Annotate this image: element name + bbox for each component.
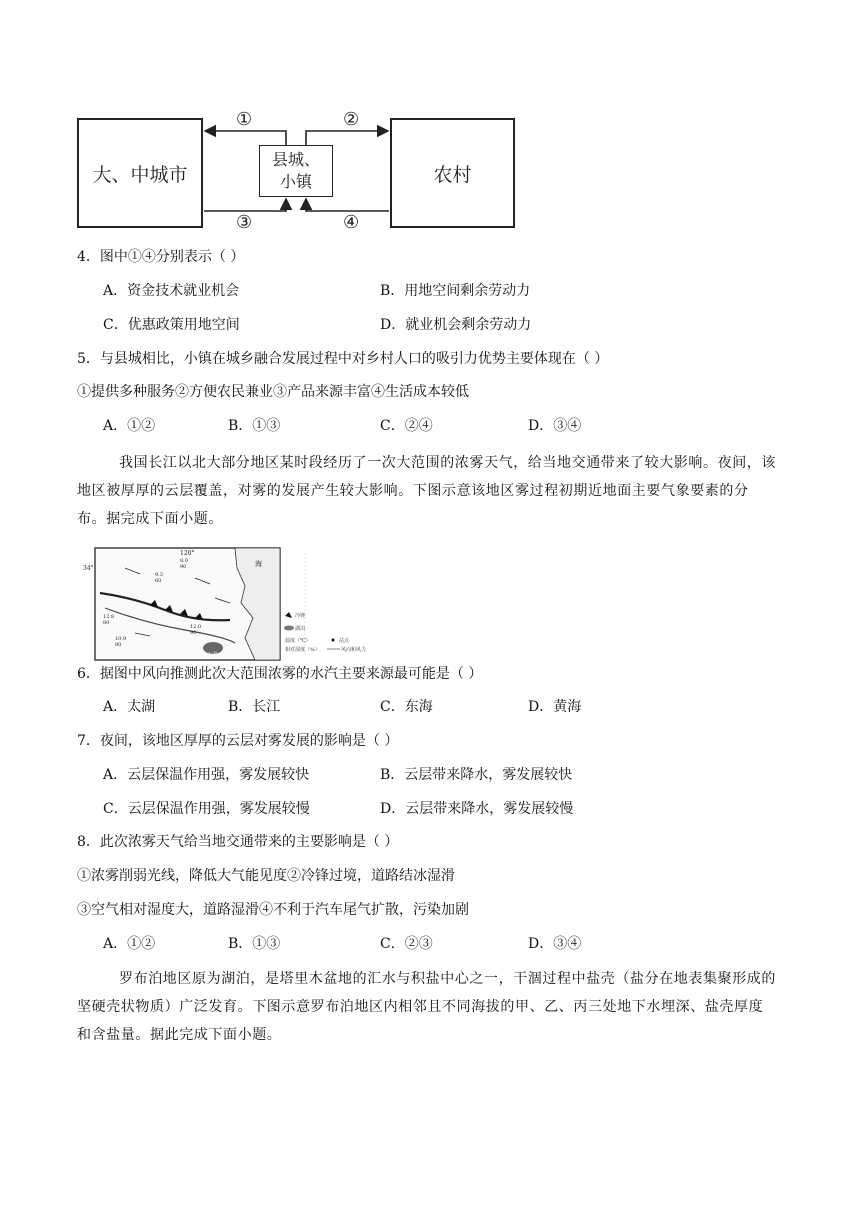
q4-option-a: A．资金技术就业机会 [103, 283, 240, 299]
passage-fog [77, 449, 777, 533]
map-station-temp-4: 12.0 [190, 624, 202, 630]
map-station-hum-2: 60 [155, 578, 162, 584]
q6-option-c: C．东海 [380, 699, 433, 715]
q5-option-d: D．③④ [528, 418, 582, 434]
map-station-hum-1: 90 [180, 564, 187, 570]
map-legend-lake: 湖泊 [295, 626, 306, 632]
q6-option-a: A．太湖 [103, 699, 156, 715]
q7-option-b: B．云层带来降水，雾发展较快 [380, 767, 573, 783]
q8-option-c: C．②③ [380, 936, 433, 952]
map-station-hum-4: 90 [190, 630, 197, 636]
q8-option-b: B．①③ [228, 936, 281, 952]
box-big-city-label: 大、中城市 [92, 163, 188, 186]
q4-option-b: B．用地空间剩余劳动力 [380, 283, 531, 299]
diagram-arrows [0, 0, 860, 260]
q8-stem: 8．此次浓雾天气给当地交通带来的主要影响是（ ） [77, 834, 399, 850]
q8-option-a: A．①② [103, 936, 156, 952]
q4-option-c: C．优惠政策用地空间 [103, 317, 240, 333]
map-sea-label: 海 [255, 560, 262, 568]
box-county-label-1: 县城、 [271, 150, 320, 169]
arrow-4 [306, 199, 389, 211]
passage-lop-nur [77, 965, 777, 1049]
q7-option-c: C．云层保温作用强，雾发展较慢 [103, 801, 310, 817]
map-legend-station: 站点 [339, 638, 350, 644]
passage-fog-text: 我国长江以北大部分地区某时段经历了一次大范围的浓雾天气，给当地交通带来了较大影响。夜间，该地区被厚厚的云层覆盖，对雾的发展产生较大影响。下图示意该地区雾过程初期近地面主要气象要素的分布。据完成下面小题。 [77, 455, 776, 527]
q4-stem: 4．图中①④分别表示（ ） [77, 249, 245, 265]
q5-stem: 5．与县城相比，小镇在城乡融合发展过程中对乡村人口的吸引力优势主要体现在（ ） [77, 351, 609, 367]
arrow-3 [204, 199, 286, 211]
map-station-temp-3: 12.8 [103, 614, 115, 620]
q8-option-d: D．③④ [528, 936, 582, 952]
map-lon-label: 120° [180, 550, 195, 557]
map-legend-temp: 温度（℃） [285, 638, 311, 644]
arrow-label-3: ③ [236, 212, 253, 233]
q5-items: ①提供多种服务②方便农民兼业③产品来源丰富④生活成本较低 [77, 384, 469, 400]
q6-option-b: B．长江 [228, 699, 281, 715]
q7-stem: 7．夜间，该地区厚厚的云层对雾发展的影响是（ ） [77, 733, 399, 749]
q8-items-2: ③空气相对湿度大，道路湿滑④不利于汽车尾气扩散，污染加剧 [77, 902, 469, 918]
q7-option-d: D．云层带来降水，雾发展较慢 [380, 801, 574, 817]
q7-option-a: A．云层保温作用强，雾发展较快 [103, 767, 310, 783]
q6-option-d: D．黄海 [528, 699, 582, 715]
fog-weather-map [83, 548, 395, 660]
arrow-label-4: ④ [343, 212, 360, 233]
map-station-hum-3: 80 [103, 620, 110, 626]
map-lake-label: 太湖 [207, 652, 218, 658]
arrow-1 [205, 131, 286, 145]
q5-option-a: A．①② [103, 418, 156, 434]
q5-option-b: B．①③ [228, 418, 281, 434]
map-legend-front: 冷锋 [295, 613, 306, 619]
q4-option-d: D．就业机会剩余劳动力 [380, 317, 532, 333]
map-station-temp-2: 9.3 [155, 572, 163, 578]
map-legend-wind: 风向和风力 [341, 647, 367, 653]
map-station-temp-5: 10.9 [115, 636, 127, 642]
box-countryside-label: 农村 [433, 163, 472, 186]
arrow-label-1: ① [236, 109, 253, 130]
map-lat-label: 34° [83, 565, 94, 572]
box-county-label-2: 小镇 [279, 172, 312, 191]
q5-option-c: C．②④ [380, 418, 433, 434]
map-station-hum-5: 80 [115, 642, 122, 648]
q8-items-1: ①浓雾削弱光线，降低大气能见度②冷锋过境，道路结冰湿滑 [77, 868, 455, 884]
arrow-label-2: ② [343, 109, 360, 130]
q6-stem: 6．据图中风向推测此次大范围浓雾的水汽主要来源最可能是（ ） [77, 666, 483, 682]
map-legend-humidity: 相对湿度（%） [285, 647, 320, 653]
map-station-temp-1: 8.0 [180, 558, 188, 564]
arrow-2 [306, 131, 388, 145]
passage-lop-nur-text: 罗布泊地区原为湖泊，是塔里木盆地的汇水与积盐中心之一，干涸过程中盐壳（盐分在地表集聚形成的坚硬壳状物质）广泛发育。下图示意罗布泊地区内相邻且不同海拔的甲、乙、丙三处地下水埋深、盐壳厚度和含盐量。据此完成下面小题。 [77, 971, 776, 1043]
